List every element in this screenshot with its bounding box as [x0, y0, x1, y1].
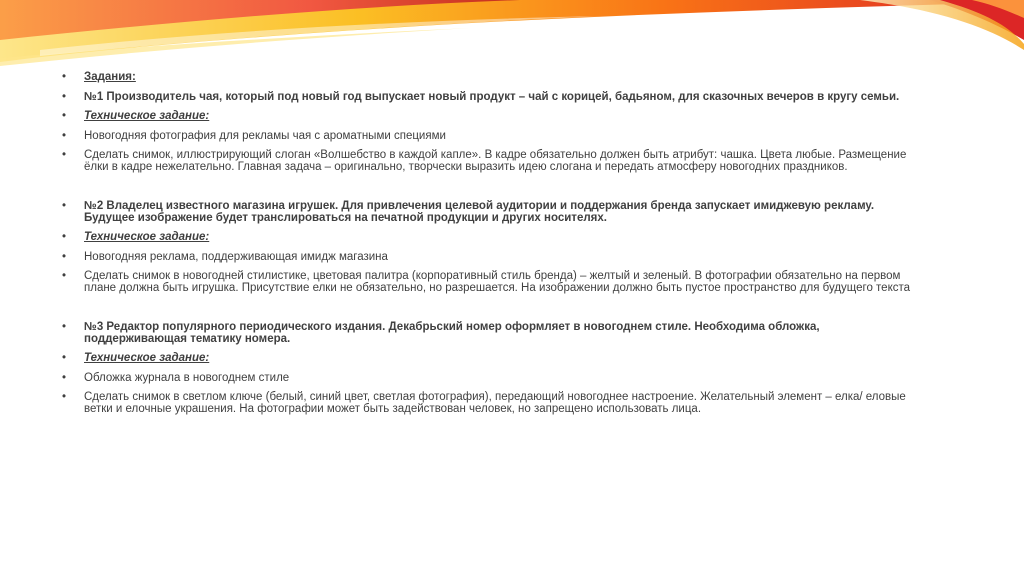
task-3-point-1 [62, 373, 922, 385]
task-1-point-1 [62, 131, 922, 143]
task-3-technical-label-item [62, 353, 922, 365]
bullet: • [62, 371, 67, 384]
bullet: • [62, 110, 67, 122]
task-1-technical-label: Техническое задание: [84, 110, 210, 122]
bullet: • [62, 129, 67, 142]
task-2-title-item [62, 201, 922, 224]
task-1-point-1-text: Новогодняя фотография для рекламы чая с ароматными специями [84, 129, 446, 142]
bullet: • [62, 250, 67, 263]
intro-heading-item [62, 72, 922, 84]
bullet: • [62, 391, 67, 403]
task-1-point-2-text: Сделать снимок, иллюстрирующий слоган «Волшебство в каждой капле». В кадре обязательно должен быть атрибут: чашка. Цвета любые. Размещение ёлки в кадре нежелательно. Главная задача – оригинально, творчески выразить идею слогана и передать атмосферу новогодних праздников. [84, 149, 907, 173]
intro-heading: Задания: [84, 71, 136, 83]
task-2-technical-label: Техническое задание: [84, 231, 210, 243]
task-1-point-2 [62, 150, 922, 173]
bullet: • [62, 200, 67, 212]
slide-content [62, 72, 922, 415]
bullet: • [62, 90, 67, 103]
bullet: • [62, 149, 67, 161]
task-2-point-1 [62, 252, 922, 264]
task-2-point-1-text: Новогодняя реклама, поддерживающая имидж магазина [84, 250, 388, 263]
bullet: • [62, 231, 67, 243]
task-3-title: №3 Редактор популярного периодического издания. Декабрьский номер оформляет в новогоднем стиле. Необходима обложка, поддерживающая тематику номера. [84, 321, 820, 345]
bullet: • [62, 321, 67, 333]
task-3-point-1-text: Обложка журнала в новогоднем стиле [84, 371, 290, 384]
task-3-technical-label: Техническое задание: [84, 352, 210, 364]
bullet: • [62, 352, 67, 364]
task-2-point-2-text: Сделать снимок в новогодней стилистике, цветовая палитра (корпоративный стиль бренда) – желтый и зеленый. В фотографии обязательно на первом плане должна быть игрушка. Присутствие елки не обязательно, но разрешается. На изображении должно быть пустое пространство для будущего текста [84, 270, 911, 294]
task-2-point-2 [62, 271, 922, 294]
task-3-point-2 [62, 392, 922, 415]
task-3-point-2-text: Сделать снимок в светлом ключе (белый, синий цвет, светлая фотография), передающий новогоднее настроение. Желательный элемент – елка/ еловые ветки и елочные украшения. На фотографии может быть задействован человек, но запрещено использовать лица. [84, 391, 906, 415]
task-3-title-item [62, 322, 922, 345]
bullet: • [62, 270, 67, 282]
task-2-technical-label-item [62, 232, 922, 244]
task-2-title: №2 Владелец известного магазина игрушек. Для привлечения целевой аудитории и поддержания бренда запускает имиджевую рекламу. Будущее изображение будет транслироваться на печатной продукции и других носителях. [84, 200, 875, 224]
task-1-title: №1 Производитель чая, который под новый год выпускает новый продукт – чай с корицей, бадьяном, для сказочных вечеров в кругу семьи. [84, 90, 900, 103]
task-1-technical-label-item [62, 111, 922, 123]
bullet: • [62, 71, 67, 83]
task-1-title-item [62, 92, 922, 104]
